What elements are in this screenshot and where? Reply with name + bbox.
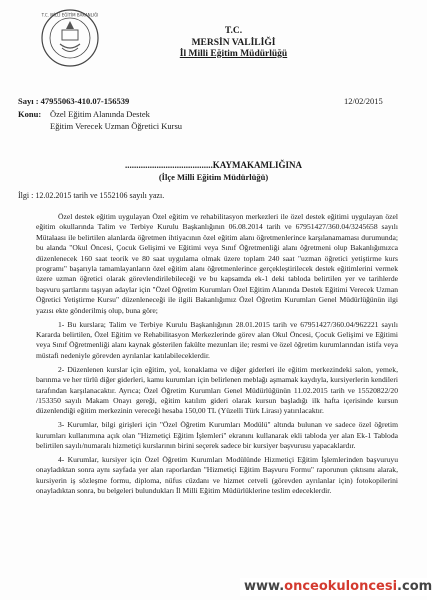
- konu-label: Konu:: [18, 109, 42, 119]
- header-tc: T.C.: [224, 26, 243, 36]
- watermark-www: www.: [244, 579, 285, 594]
- recipient-line-1: .......................................KAYMAKAMLIĞINA: [125, 160, 302, 170]
- konu-line-2: Eğitim Verecek Uzman Öğretici Kursu: [50, 121, 183, 131]
- watermark-site: onceokuloncesi: [284, 579, 398, 594]
- seal-lettering: T.C. MİLLİ EĞİTİM BAKANLIĞI: [41, 12, 99, 18]
- ilgi-line: İlgi : 12.02.2015 tarih ve 1552106 sayılı yazı.: [18, 191, 165, 200]
- header-valilik: MERSİN VALİLİĞİ: [191, 38, 276, 48]
- watermark-com: .com: [397, 579, 433, 594]
- paragraph-4: 4- Kurumlar, kursiyer için Özel Öğretim Kurumları Modülünde Hizmetiçi Eğitim İşlemlerinden başvuruyu onayladıktan sonra aynı sayfada yer alan raporlardan "Hizmetiçi Eğitim Başvuru Formu" raporunun çıktısını alarak, kursiyerin iş sözleşme formu, diploma, nüfus cüzdanı ve hizmet cetveli (görevden ayrılanlar için) fotokopilerini onayladıktan sonra, bu belgeleri bulundukları İl Milli Eğitim Müdürlüklerine teslim edeceklerdir.: [36, 454, 398, 496]
- konu-line-1: Özel Eğitim Alanında Destek: [50, 109, 150, 119]
- paragraph-2: 2- Düzenlenen kurslar için eğitim, yol, konaklama ve diğer giderleri ile eğitim merkezindeki salon, yemek, barınma ve her türlü diğer giderleri, kamu kurumları için belirlenen meblağı aşmamak kaydıyla, kursiyerlerin kendileri tarafından karşılanacaktır. Ayrıca; Özel Öğretim Kurumları Genel Müdürlüğünün 11.02.2015 tarih ve 15520822/20 /153350 sayılı Makam Onayı gereği, eğitim katılım gideri olarak kursun başladığı ilk hafta içerisinde kursun düzenlendiği eğitim merkezinin vereceği hesaba 150,00 TL (Yüzelli Türk Lirası) yatırılacaktır.: [36, 364, 398, 416]
- paragraph-intro: Özel destek eğitim uygulayan Özel eğitim ve rehabilitasyon merkezleri ile özel destek eğitimi uygulayan özel eğitim okullarında Talim ve Terbiye Kurulu Başkanlığının 06.08.2014 tarih ve 67951427/360.04/3245658 sayılı Mütalaası ile belirtilen alanlarda öğretmen ihtiyacının özel eğitim alanı öğretmenlerince karşılanamaması durumunda; bu alanda "Okul Öncesi, Çocuk Gelişimi ve Eğitimi veya Sınıf Öğretmenliği alanı öğretmeni olup Bakanlığımızca düzenlenecek 160 saat teorik ve 80 saat uygulama olmak üzere toplam 240 saat "uzman öğretici yetiştirme kurs programı" başarıyla tamamlayanların özel eğitim alanı öğretmenlerince gerçekleştirilecek destek eğitimlerini vermek üzere uzman öğretici olarak görevlendirilebileceği ve bu kapsamda ek-1 deki tabloda belirtilen yer ve tarihlerde başvuru şartlarını taşıyan adaylar için "Özel Öğretim Kurumları Özel Eğitim Alanında Destek Eğitimi Verecek Uzman Öğretici Yetiştirme Kursu" düzenleneceği ile ilgili Bakanlığımız Özel Öğretim Kurumları Genel Müdürlüğünün ilgi yazısı ekte gönderilmiş olup, buna göre;: [36, 212, 398, 315]
- sayi-line: Sayı : 47955063-410.07-156539: [18, 96, 130, 106]
- header-mudurluk: İl Milli Eğitim Müdürlüğü: [179, 49, 288, 59]
- recipient-line-2: (İlçe Milli Eğitim Müdürlüğü): [158, 172, 269, 182]
- site-watermark[interactable]: [240, 578, 436, 596]
- document-body: [36, 212, 398, 500]
- document-date: 12/02/2015: [344, 96, 383, 106]
- paragraph-1: 1- Bu kurslara; Talim ve Terbiye Kurulu Başkanlığının 28.01.2015 tarih ve 67951427/360.04/962221 sayılı Kararda belirtilen, Özel Eğitim ve Rehabilitasyon Merkezlerinde görev alan Okul Öncesi, Çocuk Gelişimi ve Eğitimi veya Sınıf Öğretmenliği alanı kaynak gösterilen fakülte mezunları ile; resmi ve özel öğretim kurumlarından istifa veya müstafi nedeniyle görevden ayrılanlar katılabileceklerdir.: [36, 319, 398, 360]
- paragraph-3: 3- Kurumlar, bilgi girişleri için "Özel Öğretim Kurumları Modülü" altında bulunan ve sadece özel öğretim kurumları kullanımına açık olan "Hizmetiçi Eğitim İşlemleri" ekranını kullanarak ekli tabloda yer alan Ek-1 Tabloda belirtilen sayılı/numaralı hizmetiçi kurslarının birini seçerek sadece bir kursiyer başvurusu yapacaklardır.: [36, 420, 398, 451]
